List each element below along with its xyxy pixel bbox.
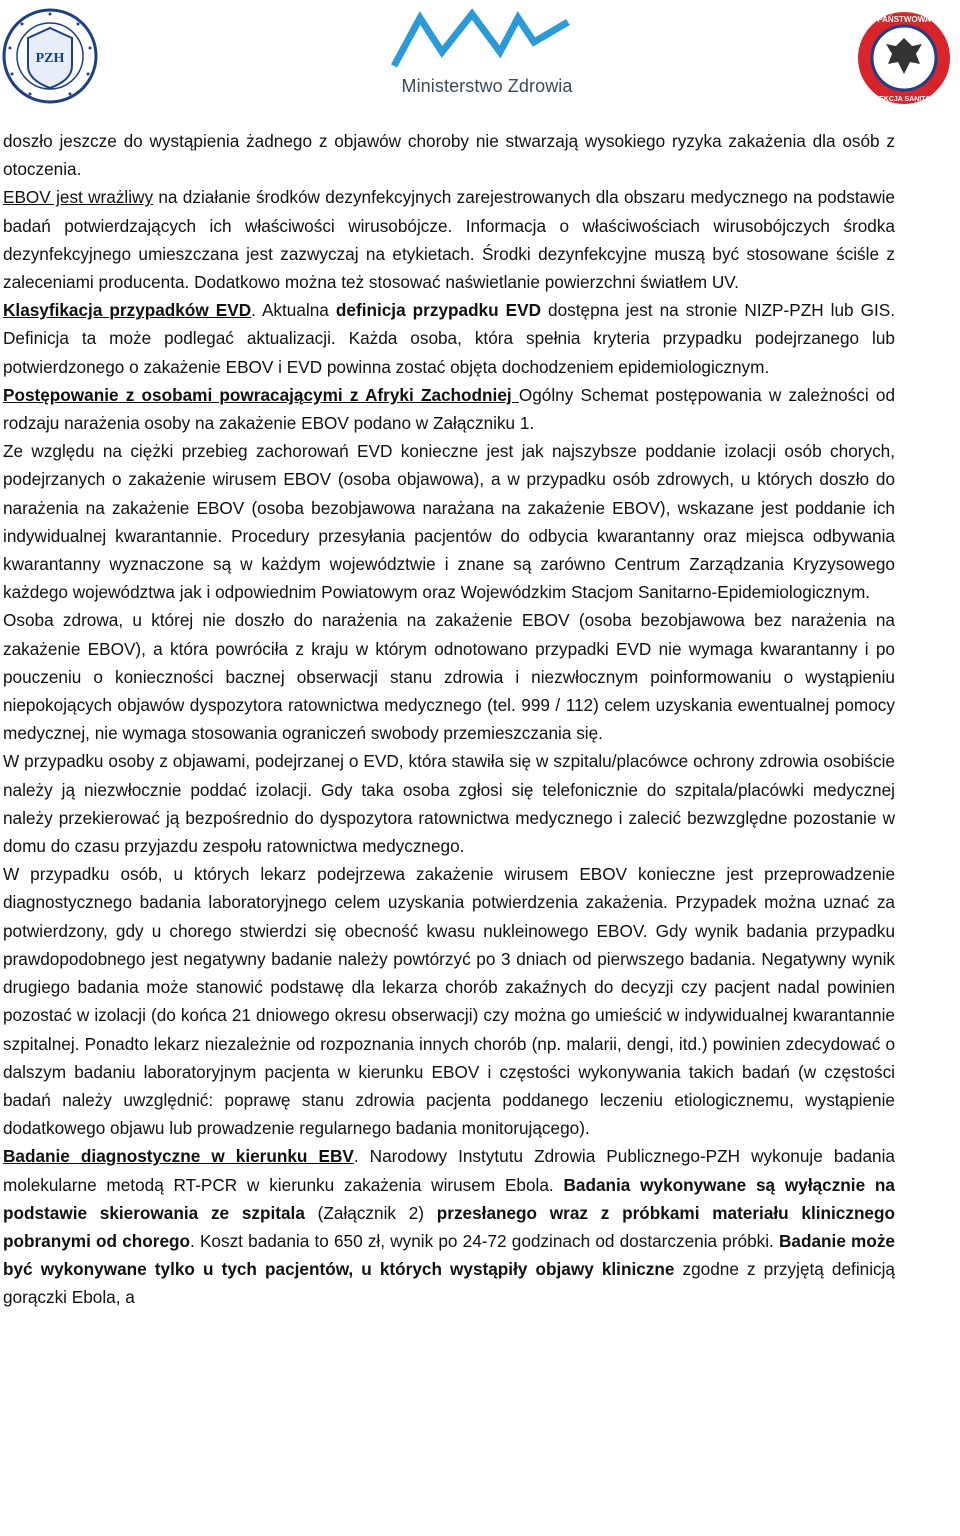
text-run: EBOV jest wrażliwy — [3, 187, 154, 208]
paragraph — [3, 296, 895, 381]
text-run: Badanie może być wykonywane tylko u tych pacjentów, u których wystąpiły objawy kliniczne — [3, 1230, 895, 1280]
svg-text:INSPEKCJA SANITARNA: INSPEKCJA SANITARNA — [862, 96, 946, 103]
text-run: zgodne z przyjętą definicją gorączki Ebola, a — [3, 1259, 895, 1308]
paragraph — [3, 860, 895, 1142]
paragraph — [3, 1142, 895, 1311]
text-run: Badania wykonywane są wyłącznie na podstawie skierowania ze szpitala — [3, 1174, 895, 1223]
svg-text:PAŃSTWOWA: PAŃSTWOWA — [877, 15, 931, 24]
ministry-name-text: Ministerstwo Zdrowia — [401, 76, 573, 96]
text-run: Badanie diagnostyczne w kierunku EBV — [3, 1146, 354, 1167]
text-run: definicja przypadku EVD — [335, 300, 541, 321]
paragraph — [3, 437, 895, 606]
pzh-institute-seal-icon — [2, 8, 98, 104]
text-run: Postępowanie z osobami powracającymi z Afryki Zachodniej — [3, 384, 519, 405]
text-run: Osoba zdrowa, u której nie doszło do narażenia na zakażenie EBOV (osoba bezobjawowa bez narażenia na zakażenie EBOV), a która powróciła z kraju w którym odnotowano przypadki EVD nie wymaga kwarantanny i po pouczeniu o konieczności bacznej obserwacji stanu zdrowia i niezwłocznym poinformowaniu o wystąpieniu niepokojących objawów dyspozytora ratownictwa medycznego (tel. 999 / 112) celem uzyskania ewentualnej pomocy medycznej, nie wymaga stosowania ograniczeń swobody przemieszczania się. — [3, 610, 895, 744]
paragraph — [3, 127, 895, 183]
text-run: doszło jeszcze do wystąpienia żadnego z objawów choroby nie stwarzają wysokiego ryzyka zakażenia dla osób z otoczenia. — [3, 131, 895, 180]
document-body — [3, 127, 895, 1312]
paragraph — [3, 381, 895, 437]
text-run: Ze względu na ciężki przebieg zachorowań EVD konieczne jest jak najszybsze poddanie izolacji osób chorych, podejrzanych o zakażenie wirusem EBOV (osoba objawowa), a w przypadku osób zdrowych, u których doszło do narażenia na zakażenie EBOV (osoba bezobjawowa narażana na zakażenie EBOV), wskazane jest poddanie ich indywidualnej kwarantannie. Procedury przesyłania pacjentów do odbycia kwarantanny oraz miejsca odbywania kwarantanny wyznaczone są w każdym województwie i znane są zarówno Centrum Zarządzania Kryzysowego każdego województwa jak i odpowiednim Powiatowym oraz Wojewódzkim Stacjom Sanitarno-Epidemiologicznym. — [3, 441, 895, 603]
paragraph — [3, 606, 895, 747]
text-run: Klasyfikacja przypadków EVD — [3, 300, 252, 321]
text-run: . Aktualna — [251, 300, 336, 321]
svg-text:PZH: PZH — [35, 51, 65, 66]
text-run: W przypadku osób, u których lekarz podejrzewa zakażenie wirusem EBOV konieczne jest przeprowadzenie diagnostycznego badania laboratoryjnego celem uzyskania potwierdzenia zakażenia. Przypadek można uznać za potwierdzony, gdy u chorego stwierdzi się obecność kwasu nukleinowego EBOV. Gdy wynik badania przypadku prawdopodobnego jest negatywny badanie należy powtórzyć po 3 dniach od pierwszego badania. Negatywny wynik drugiego badania może stanowić podstawę dla lekarza chorób zakaźnych do decyzji czy pacjent nadal powinien pozostać w izolacji (do końca 21 dniowego okresu obserwacji) czy można go umieścić w indywidualnej kwarantannie szpitalnej. Ponadto lekarz niezależnie od rozpoznania innych chorób (np. malarii, dengi, itd.) powinien zdecydować o dalszym badaniu laboratoryjnym pacjenta w kierunku EBOV i częstości wykonywania takich badań (w częstości badań należy uwzględnić: poprawę stanu zdrowia pacjenta poddanego leczeniu etiologicznemu, wystąpienie dodatkowego objawu lub prowadzenie regularnego badania monitorującego). — [3, 864, 895, 1139]
mz-logo-icon — [384, 4, 584, 74]
text-run: dostępna jest na stronie NIZP-PZH lub GIS. Definicja ta może podlegać aktualizacji. Każda osoba, która spełnia kryteria przypadku podejrzanego lub potwierdzonego o zakażenie EBOV i EVD powinna zostać objęta dochodzeniem epidemiologicznym. — [3, 300, 895, 377]
text-run: przesłanego wraz z próbkami materiału klinicznego pobranymi od chorego — [3, 1202, 895, 1251]
document-header — [0, 0, 960, 112]
text-run: (Załącznik 2) — [304, 1202, 437, 1223]
text-run: W przypadku osoby z objawami, podejrzanej o EVD, która stawiła się w szpitalu/placówce ochrony zdrowia osobiście należy ją niezwłocznie poddać izolacji. Gdy taka osoba zgłosi się telefonicznie do szpitala/placówki medycznej należy przekierować ją bezpośrednio do dyspozytora ratownictwa medycznego i zalecić bezwzględne pozostanie w domu do czasu przyjazdu zespołu ratownictwa medycznego. — [3, 751, 895, 857]
text-run: . Koszt badania to 650 zł, wynik po 24-72 godzinach od dostarczenia próbki. — [190, 1230, 780, 1251]
text-run: na działanie środków dezynfekcyjnych zarejestrowanych dla obszaru medycznego na podstawie badań potwierdzających ich właściwości wirusobójcze. Informacja o właściwościach wirusobójczych środka dezynfekcyjnego umieszczana jest zazwyczaj na etykietach. Środki dezynfekcyjne muszą być stosowane ściśle z zaleceniami producenta. Dodatkowo można też stosować naświetlanie powierzchni światłem UV. — [3, 187, 895, 293]
sanepid-seal-icon — [856, 8, 952, 108]
text-run: . Narodowy Instytutu Zdrowia Publicznego-PZH wykonuje badania molekularne metodą RT-PCR w kierunku zakażenia wirusem Ebola. — [3, 1146, 895, 1195]
ministry-of-health-logo — [384, 4, 584, 100]
paragraph — [3, 183, 895, 296]
text-run: Ogólny Schemat postępowania w zależności od rodzaju narażenia osoby na zakażenie EBOV podano w Załączniku 1. — [3, 384, 896, 434]
paragraph — [3, 747, 895, 860]
